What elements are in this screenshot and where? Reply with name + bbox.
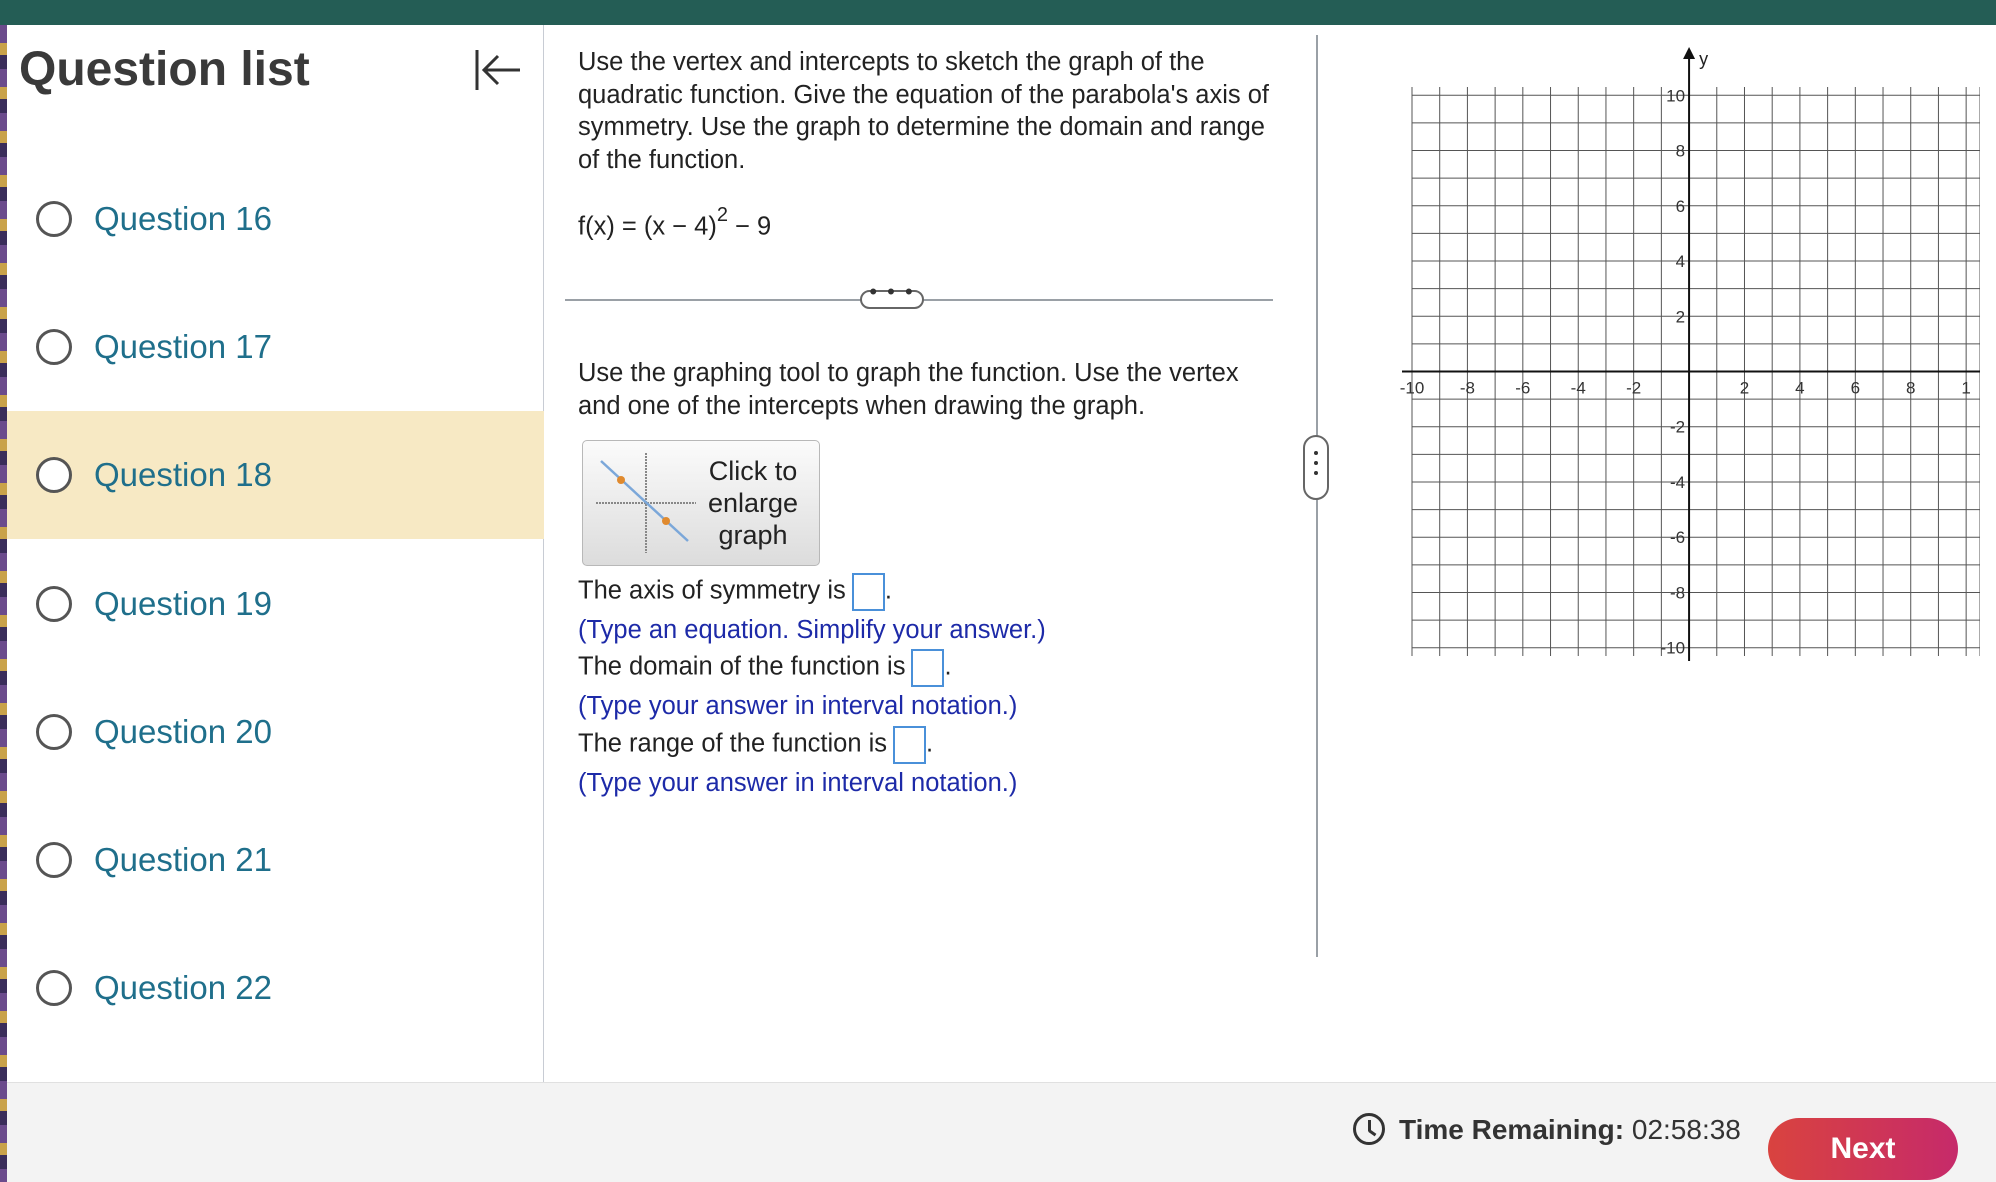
y-tick-label: 8 bbox=[1675, 141, 1686, 161]
axis-answer-input[interactable] bbox=[852, 573, 885, 611]
y-tick-label: 4 bbox=[1675, 252, 1686, 272]
question-item-label: Question 16 bbox=[94, 200, 272, 237]
enlarge-graph-button[interactable] bbox=[582, 440, 820, 566]
question-item-20[interactable] bbox=[7, 668, 544, 796]
question-item-label: Question 22 bbox=[94, 969, 272, 1006]
x-tick-label: -4 bbox=[1570, 378, 1586, 398]
range-hint: (Type your answer in interval notation.) bbox=[578, 769, 1018, 797]
axis-answer-row bbox=[578, 573, 892, 611]
x-tick-label: -10 bbox=[1399, 378, 1425, 398]
range-prompt: The range of the function is bbox=[578, 729, 888, 758]
radio-icon bbox=[36, 329, 72, 365]
y-tick-label: 2 bbox=[1675, 307, 1686, 327]
radio-icon bbox=[36, 201, 72, 237]
question-item-19[interactable] bbox=[7, 540, 544, 668]
y-axis-arrow bbox=[1683, 47, 1695, 59]
question-item-label: Question 18 bbox=[94, 456, 272, 493]
enlarge-graph-label: Click to enlarge graph bbox=[707, 456, 799, 550]
question-item-21[interactable] bbox=[7, 796, 544, 924]
radio-icon bbox=[36, 586, 72, 622]
axis-prompt: The axis of symmetry is bbox=[578, 576, 846, 605]
question-item-17[interactable] bbox=[7, 283, 544, 411]
question-prompt: Use the vertex and intercepts to sketch the graph of the quadratic function. Give the equation of the parabola's axis of symmetry. Use the graph to determine the domain and range of the function. bbox=[578, 48, 1269, 174]
timer-value: 02:58:38 bbox=[1631, 1114, 1741, 1145]
graph-thumbnail-icon bbox=[596, 453, 696, 553]
x-tick-label: 2 bbox=[1739, 378, 1750, 398]
radio-icon bbox=[36, 714, 72, 750]
time-remaining bbox=[1353, 1114, 1741, 1148]
coordinate-grid[interactable] bbox=[1395, 45, 1980, 675]
range-answer-input[interactable] bbox=[893, 726, 926, 764]
question-item-18[interactable] bbox=[7, 411, 544, 539]
formula-exponent: 2 bbox=[716, 204, 728, 226]
y-tick-label: -10 bbox=[1660, 638, 1686, 658]
top-bar bbox=[0, 0, 1996, 25]
y-tick-label: 10 bbox=[1666, 86, 1686, 106]
radio-icon bbox=[36, 457, 72, 493]
question-item-16[interactable] bbox=[7, 155, 544, 283]
question-item-label: Question 17 bbox=[94, 328, 272, 365]
grip-dots-icon bbox=[1314, 451, 1318, 455]
axis-hint: (Type an equation. Simplify your answer.) bbox=[578, 616, 1046, 644]
function-formula bbox=[578, 204, 772, 242]
graph-instruction: Use the graphing tool to graph the function. Use the vertex and one of the intercepts when drawing the graph. bbox=[578, 359, 1239, 420]
formula-base: f(x) = (x − 4) bbox=[578, 212, 717, 241]
domain-answer-input[interactable] bbox=[911, 649, 944, 687]
x-tick-label: 4 bbox=[1795, 378, 1805, 398]
axis-period: . bbox=[884, 576, 892, 605]
collapse-left-icon bbox=[462, 40, 522, 100]
background-edge bbox=[0, 25, 7, 1182]
y-axis-label: y bbox=[1699, 49, 1709, 69]
next-button[interactable]: Next bbox=[1768, 1118, 1958, 1180]
question-item-label: Question 19 bbox=[94, 585, 272, 622]
domain-prompt: The domain of the function is bbox=[578, 652, 906, 681]
x-tick-label: -8 bbox=[1459, 378, 1475, 398]
question-item-label: Question 20 bbox=[94, 713, 272, 750]
formula-tail: − 9 bbox=[727, 212, 772, 241]
timer-label: Time Remaining: bbox=[1399, 1114, 1625, 1145]
y-tick-label: -8 bbox=[1669, 583, 1686, 603]
more-dots: • • • bbox=[869, 279, 915, 304]
question-item-label: Question 21 bbox=[94, 841, 272, 878]
x-tick-label: 8 bbox=[1905, 378, 1916, 398]
x-tick-label: 1 bbox=[1961, 378, 1971, 398]
question-item-22[interactable] bbox=[7, 924, 544, 1052]
y-tick-label: -2 bbox=[1669, 417, 1686, 437]
range-answer-row bbox=[578, 726, 933, 764]
y-tick-label: -4 bbox=[1669, 472, 1686, 492]
x-tick-label: -6 bbox=[1515, 378, 1531, 398]
radio-icon bbox=[36, 970, 72, 1006]
domain-answer-row bbox=[578, 649, 952, 687]
domain-hint: (Type your answer in interval notation.) bbox=[578, 692, 1018, 720]
splitter-handle[interactable] bbox=[1303, 435, 1329, 500]
clock-icon bbox=[1353, 1113, 1385, 1145]
range-period: . bbox=[926, 729, 934, 758]
y-tick-label: -6 bbox=[1669, 528, 1686, 548]
sidebar-title: Question list bbox=[19, 43, 310, 96]
x-tick-label: -2 bbox=[1626, 378, 1642, 398]
domain-period: . bbox=[944, 652, 952, 681]
y-tick-label: 6 bbox=[1675, 196, 1686, 216]
collapse-sidebar-button[interactable] bbox=[462, 40, 522, 100]
show-more-button[interactable] bbox=[860, 279, 924, 309]
x-tick-label: 6 bbox=[1850, 378, 1861, 398]
radio-icon bbox=[36, 842, 72, 878]
